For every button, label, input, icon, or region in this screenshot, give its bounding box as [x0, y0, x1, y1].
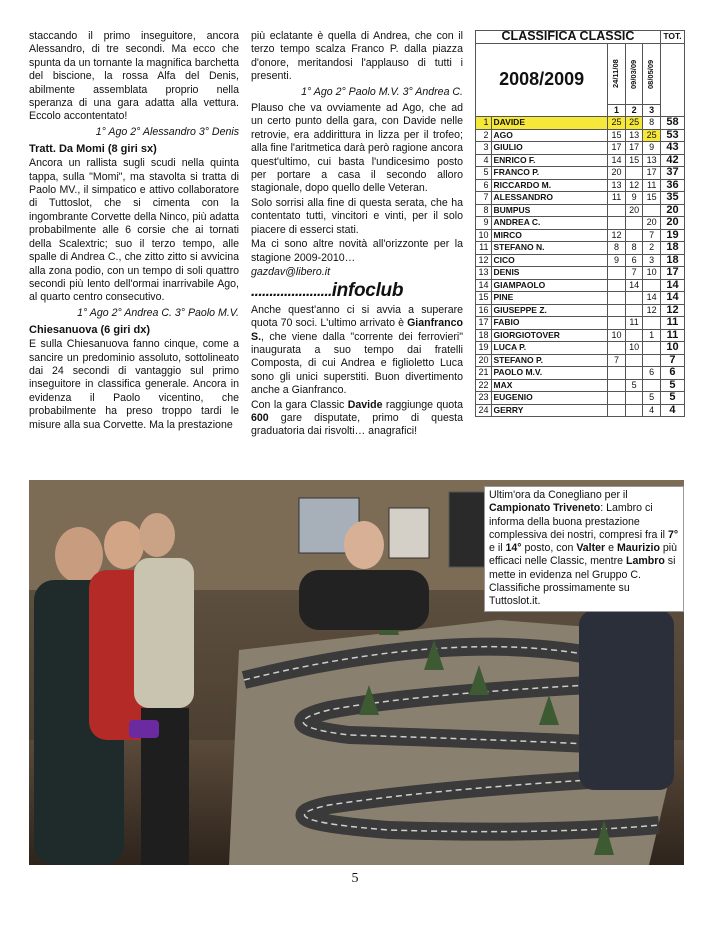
member-name: Gianfranco S. [251, 317, 463, 343]
rank-cell: 20 [476, 354, 492, 367]
driver-name: GIAMPAOLO [491, 279, 608, 292]
infoclub-heading [251, 280, 463, 302]
rank-cell: 16 [476, 304, 492, 317]
rank-cell: 6 [476, 179, 492, 192]
table-row [476, 279, 685, 292]
rank-cell: 7 [476, 192, 492, 205]
rank-cell: 5 [476, 167, 492, 180]
total-score: 53 [660, 129, 684, 142]
total-score: 42 [660, 154, 684, 167]
score-race-2: 20 [625, 204, 643, 217]
total-score: 19 [660, 229, 684, 242]
page-number: 5 [351, 871, 359, 886]
total-score: 11 [660, 329, 684, 342]
score-race-1 [608, 404, 626, 417]
score-race-2: 9 [625, 192, 643, 205]
score-race-1: 15 [608, 129, 626, 142]
score-race-2 [625, 329, 643, 342]
total-score: 20 [660, 204, 684, 217]
score-race-2 [625, 404, 643, 417]
score-race-3: 1 [643, 329, 661, 342]
driver-name: ANDREA C. [491, 217, 608, 230]
score-race-2 [625, 392, 643, 405]
score-race-3: 3 [643, 254, 661, 267]
date-cell [608, 43, 626, 104]
text: più efficaci nelle Classic, mentre [489, 542, 678, 568]
date-cell [625, 43, 643, 104]
article-column-2 [251, 30, 463, 440]
score-race-2 [625, 229, 643, 242]
score-race-2: 10 [625, 342, 643, 355]
score-race-3: 7 [643, 229, 661, 242]
rank-cell: 19 [476, 342, 492, 355]
text: Anche quest'anno ci si avvia a superare quota 70 soci. L'ultimo arrivato è [251, 303, 463, 330]
paragraph: staccando il primo inseguitore, ancora Alessandro, di tre secondi. Ma ecco che spunta da un tornante la magnifica barchetta del biscione, la rossa Alfa del Denis, abilmente assemblata proprio nella speranza di una gara adatta alla vettura. Eccolo accontentato! [29, 30, 239, 123]
driver-name: GIUSEPPE Z. [491, 304, 608, 317]
score-race-1: 7 [608, 354, 626, 367]
table-row [476, 117, 685, 130]
rank-cell: 1 [476, 117, 492, 130]
rank-cell: 14 [476, 279, 492, 292]
driver-name: ALESSANDRO [491, 192, 608, 205]
score-race-3: 5 [643, 392, 661, 405]
total-score: 14 [660, 279, 684, 292]
score-race-3 [643, 279, 661, 292]
table-row [476, 129, 685, 142]
table-row [476, 404, 685, 417]
score-race-2: 8 [625, 242, 643, 255]
paragraph: E sulla Chiesanuova fanno cinque, come a sancire un predominio assoluto, sottolineato dai 24 secondi di vantaggio sul primo inseguitore in classifica generale. Ancora in evidenza il Paolo vicentino, che probabilmente ha preso troppo tardi le misure alla sua Corvette. Ma la prestazione [29, 338, 239, 431]
table-row [476, 267, 685, 280]
rank-cell: 4 [476, 154, 492, 167]
score-race-2: 14 [625, 279, 643, 292]
score-race-1 [608, 317, 626, 330]
score-race-1: 14 [608, 154, 626, 167]
text-bold: Maurizio [616, 542, 660, 555]
score-race-2: 7 [625, 267, 643, 280]
driver-name: AGO [491, 129, 608, 142]
race-result: 1° Ago 2° Alessandro 3° Denis [95, 125, 239, 138]
score-race-1: 17 [608, 142, 626, 155]
score-race-1 [608, 279, 626, 292]
member-name: Davide [347, 398, 383, 411]
score-race-3: 8 [643, 117, 661, 130]
driver-name: BUMPUS [491, 204, 608, 217]
text: gare disputate, primo di questa graduatoria dai risvolti… anagrafici! [251, 411, 463, 438]
driver-name: RICCARDO M. [491, 179, 608, 192]
race-number: 3 [643, 104, 661, 117]
score-race-1 [608, 392, 626, 405]
driver-name: GIULIO [491, 142, 608, 155]
driver-name: STEFANO N. [491, 242, 608, 255]
score-race-2: 12 [625, 179, 643, 192]
total-score: 7 [660, 354, 684, 367]
score-race-2 [625, 354, 643, 367]
driver-name: FABIO [491, 317, 608, 330]
score-race-2 [625, 167, 643, 180]
score-race-1 [608, 304, 626, 317]
paragraph: Plauso che va ovviamente ad Ago, che ad un certo punto della gara, con Davide nelle retrovie, era addirittura in lizza per il trofeo; alla fine l'aritmetica darà però ragione ancora quest'ultimo, cui basta l'undicesimo posto per portare a casa il secondo alloro stagionale, dopo quello delle Veteran. [251, 102, 463, 195]
season-label: 2008/2009 [476, 43, 608, 117]
section-heading: Tratt. Da Momi (8 giri sx) [29, 143, 157, 156]
driver-name: DENIS [491, 267, 608, 280]
date-cell [643, 43, 661, 104]
score-race-1: 12 [608, 229, 626, 242]
score-race-3 [643, 317, 661, 330]
score-race-1 [608, 217, 626, 230]
rank-cell: 3 [476, 142, 492, 155]
score-race-3 [643, 204, 661, 217]
table-row [476, 304, 685, 317]
table-row [476, 254, 685, 267]
score-race-3: 25 [643, 129, 661, 142]
table-title: CLASSIFICA CLASSIC [476, 31, 661, 44]
infoclub-brand: infoclub [331, 280, 404, 302]
driver-name: FRANCO P. [491, 167, 608, 180]
score-race-3: 11 [643, 179, 661, 192]
score-race-1: 25 [608, 117, 626, 130]
rank-cell: 22 [476, 379, 492, 392]
total-score: 5 [660, 392, 684, 405]
score-race-2 [625, 292, 643, 305]
total-score: 17 [660, 267, 684, 280]
table-row [476, 392, 685, 405]
table-row [476, 142, 685, 155]
rank-cell: 11 [476, 242, 492, 255]
table-row [476, 329, 685, 342]
total-score: 12 [660, 304, 684, 317]
race-result: 1° Ago 2° Paolo M.V. 3° Andrea C. [301, 85, 463, 98]
rank-cell: 8 [476, 204, 492, 217]
paragraph [251, 304, 463, 398]
text: : Lambro ci informa della buona prestazione complessiva dei nostri, compresi fra il [489, 502, 668, 541]
paragraph [251, 399, 463, 439]
score-race-2: 25 [625, 117, 643, 130]
driver-name: PAOLO M.V. [491, 367, 608, 380]
total-score: 43 [660, 142, 684, 155]
score-race-3: 12 [643, 304, 661, 317]
race-number: 2 [625, 104, 643, 117]
score-race-2: 15 [625, 154, 643, 167]
paragraph: Solo sorrisi alla fine di questa serata, che ha contentato tutti, vincitori e vinti, per il solo piacere di esserci stati. [251, 196, 463, 236]
score-race-1 [608, 267, 626, 280]
score-race-3 [643, 379, 661, 392]
race-date: 24/11/08 [611, 59, 621, 88]
total-score: 20 [660, 217, 684, 230]
score-race-3: 10 [643, 267, 661, 280]
score-race-1 [608, 292, 626, 305]
rank-cell: 13 [476, 267, 492, 280]
table-row [476, 367, 685, 380]
rank-cell: 17 [476, 317, 492, 330]
table-row [476, 217, 685, 230]
table-row [476, 342, 685, 355]
season-row [476, 43, 685, 104]
score-race-3: 9 [643, 142, 661, 155]
author-email: gazdav@libero.it [251, 265, 331, 278]
section-heading: Chiesanuova (6 giri dx) [29, 324, 151, 337]
total-score: 18 [660, 254, 684, 267]
total-header: TOT. [660, 31, 684, 44]
race-result: 1° Ago 2° Andrea C. 3° Paolo M.V. [77, 306, 239, 319]
text-bold: Lambro [626, 555, 665, 568]
rank-cell: 12 [476, 254, 492, 267]
total-score: 35 [660, 192, 684, 205]
score-race-1 [608, 379, 626, 392]
score-race-3: 17 [643, 167, 661, 180]
score-race-3: 6 [643, 367, 661, 380]
score-race-3 [643, 342, 661, 355]
score-race-1: 9 [608, 254, 626, 267]
text: , che viene dalla "corrente dei ferrovieri" inaugurata a suo tempo dai fratelli Composta, di cui Andrea e figlioletto Luca sono gli unici superstiti. Buon divertimento anche a Gianfranco. [251, 330, 463, 397]
table-row [476, 292, 685, 305]
table-title-row [476, 31, 685, 44]
driver-name: PINE [491, 292, 608, 305]
score-race-2: 11 [625, 317, 643, 330]
driver-name: STEFANO P. [491, 354, 608, 367]
total-score: 58 [660, 117, 684, 130]
table-row [476, 229, 685, 242]
total-score: 10 [660, 342, 684, 355]
race-date: 08/05/09 [646, 58, 656, 89]
score-race-3: 13 [643, 154, 661, 167]
driver-name: GERRY [491, 404, 608, 417]
score-race-2: 17 [625, 142, 643, 155]
race-count: 600 [251, 411, 269, 424]
table-row [476, 379, 685, 392]
driver-name: MIRCO [491, 229, 608, 242]
total-score: 37 [660, 167, 684, 180]
score-race-3: 14 [643, 292, 661, 305]
text: e [605, 542, 617, 555]
score-race-2 [625, 367, 643, 380]
text-bold: Valter [576, 542, 606, 555]
driver-name: LUCA P. [491, 342, 608, 355]
total-score: 4 [660, 404, 684, 417]
score-race-3: 15 [643, 192, 661, 205]
table-row [476, 192, 685, 205]
rank-cell: 21 [476, 367, 492, 380]
table-row [476, 167, 685, 180]
driver-name: CICO [491, 254, 608, 267]
text-bold: Campionato Triveneto [489, 502, 601, 515]
paragraph: Ancora un rallista sugli scudi nella quinta tappa, sulla "Momi", ma stavolta si tratta di Paolo MV., il simpatico e attivo collaboratore di Tuttoslot, che si cimenta con la ingombrante Corvette della Ninco, più adatta probabilmente alle 6 corsie che ai tornati della Scalextric; suo il terzo tempo, alle spalle di Andrea C., che zitto zitto si avvicina alla zona podio, con un tempo di soli quattro secondi più lento dell'ormai inarrivabile Ago, al quarto centro consecutivo. [29, 157, 239, 304]
total-score: 14 [660, 292, 684, 305]
score-race-1: 10 [608, 329, 626, 342]
score-race-1: 20 [608, 167, 626, 180]
text: si mette in evidenza nel Gruppo C. Classifiche prossimamente su Tuttoslot.it. [489, 555, 676, 608]
race-number: 1 [608, 104, 626, 117]
table-row [476, 242, 685, 255]
score-race-2 [625, 217, 643, 230]
score-race-1: 13 [608, 179, 626, 192]
text: Ultim'ora da Conegliano per il [489, 489, 628, 501]
table-row [476, 354, 685, 367]
race-date: 09/03/09 [628, 58, 638, 89]
driver-name: DAVIDE [491, 117, 608, 130]
score-race-2: 6 [625, 254, 643, 267]
table-row [476, 317, 685, 330]
table-row [476, 204, 685, 217]
score-race-3 [643, 354, 661, 367]
paragraph: Ma ci sono altre novità all'orizzonte per la stagione 2009-2010… [251, 238, 463, 264]
score-race-3: 20 [643, 217, 661, 230]
text: raggiunge quota [382, 398, 463, 411]
score-race-1 [608, 367, 626, 380]
driver-name: GIORGIOTOVER [491, 329, 608, 342]
driver-name: MAX [491, 379, 608, 392]
table-row [476, 179, 685, 192]
total-spacer [660, 43, 684, 117]
total-score: 11 [660, 317, 684, 330]
rank-cell: 18 [476, 329, 492, 342]
total-score: 18 [660, 242, 684, 255]
score-race-1: 8 [608, 242, 626, 255]
total-score: 5 [660, 379, 684, 392]
score-race-1 [608, 342, 626, 355]
text-bold: 14° [505, 542, 522, 555]
score-race-1 [608, 204, 626, 217]
total-score: 6 [660, 367, 684, 380]
rank-cell: 23 [476, 392, 492, 405]
photo-caption [484, 486, 684, 612]
score-race-3: 4 [643, 404, 661, 417]
text: Con la gara Classic [251, 398, 348, 411]
score-race-3: 2 [643, 242, 661, 255]
score-race-2: 5 [625, 379, 643, 392]
text: posto, con [521, 542, 577, 555]
rank-cell: 24 [476, 404, 492, 417]
total-score: 36 [660, 179, 684, 192]
score-race-1: 11 [608, 192, 626, 205]
dots-divider: ...................... [251, 283, 332, 301]
driver-name: EUGENIO [491, 392, 608, 405]
paragraph: più eclatante è quella di Andrea, che con il terzo tempo scalza Franco P. dalla piazza d'onore, meritandosi l'applauso di tutti i presenti. [251, 30, 463, 83]
rank-cell: 9 [476, 217, 492, 230]
classifica-table [475, 30, 685, 417]
driver-name: ENRICO F. [491, 154, 608, 167]
text: e il [489, 542, 506, 555]
score-race-2: 13 [625, 129, 643, 142]
rank-cell: 2 [476, 129, 492, 142]
rank-cell: 10 [476, 229, 492, 242]
table-row [476, 154, 685, 167]
score-race-2 [625, 304, 643, 317]
article-column-1 [29, 30, 239, 433]
text-bold: 7° [667, 528, 679, 541]
rank-cell: 15 [476, 292, 492, 305]
